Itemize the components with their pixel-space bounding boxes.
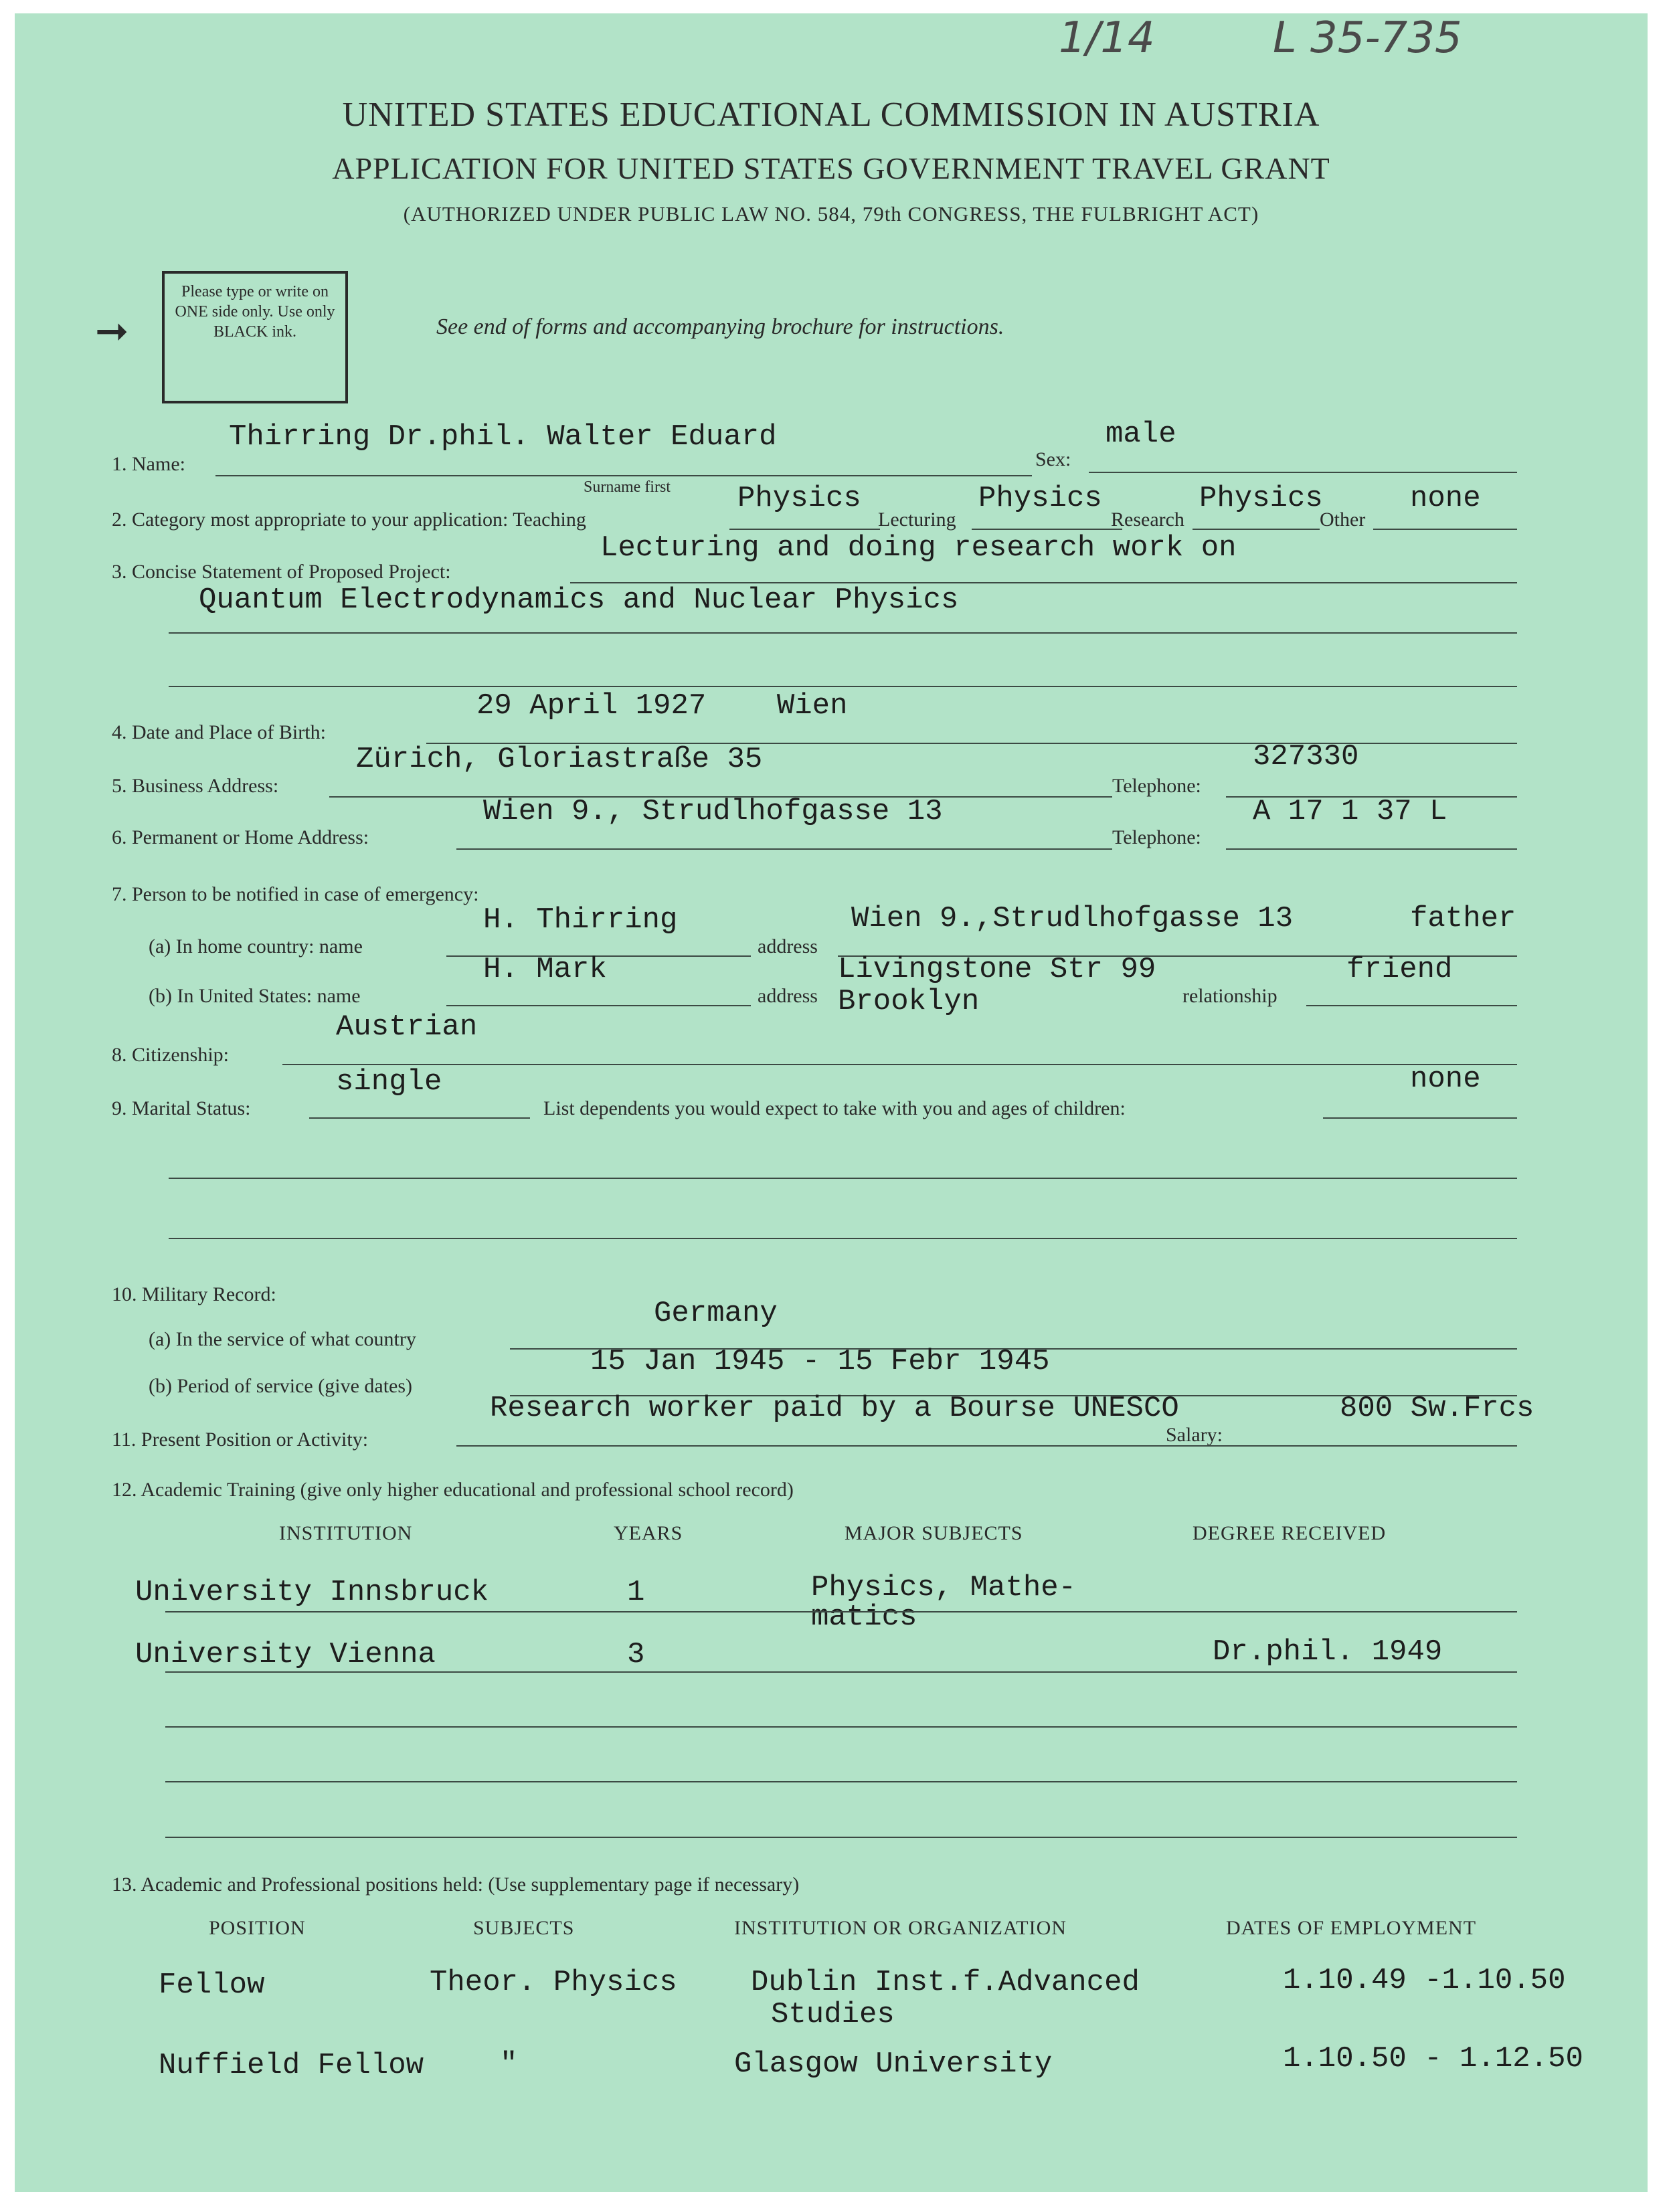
emergency-home-address[interactable]: Wien 9.,Strudlhofgasse 13: [851, 902, 1294, 935]
ink-instruction-box: [162, 271, 348, 403]
project-value-line2[interactable]: Quantum Electrodynamics and Nuclear Physics: [199, 583, 959, 617]
business-telephone-value[interactable]: 327330: [1253, 740, 1359, 773]
emergency-home-relationship[interactable]: father: [1410, 902, 1516, 935]
present-position-label: 11. Present Position or Activity:: [112, 1428, 369, 1451]
research-label: Research: [1111, 509, 1184, 531]
marital-label: 9. Marital Status:: [112, 1097, 251, 1119]
emergency-us-address-label: address: [758, 985, 818, 1007]
citizenship-label: 8. Citizenship:: [112, 1044, 229, 1066]
emergency-us-relationship[interactable]: friend: [1346, 953, 1453, 986]
other-label: Other: [1320, 509, 1366, 531]
positions-row-1-institution[interactable]: Dublin Inst.f.Advanced: [751, 1966, 1140, 1999]
name-value[interactable]: Thirring Dr.phil. Walter Eduard: [229, 420, 777, 454]
academic-row-2-years[interactable]: 3: [627, 1638, 645, 1671]
military-country-label: (a) In the service of what country: [149, 1328, 416, 1350]
military-period-value[interactable]: 15 Jan 1945 - 15 Febr 1945: [590, 1345, 1050, 1378]
emergency-us-address[interactable]: Livingstone Str 99: [838, 953, 1156, 986]
ink-instruction-text: Please type or write on ONE side only. Use only BLACK ink.: [175, 283, 335, 341]
home-telephone-value[interactable]: A 17 1 37 L: [1253, 795, 1447, 828]
academic-header-years: YEARS: [614, 1522, 683, 1544]
project-label: 3. Concise Statement of Proposed Project:: [112, 561, 451, 583]
academic-row-1-years[interactable]: 1: [627, 1576, 645, 1609]
positions-row-1-institution-line2[interactable]: Studies: [771, 1998, 895, 2031]
lecturing-label: Lecturing: [878, 509, 956, 531]
academic-row-2-institution[interactable]: University Vienna: [135, 1638, 436, 1671]
arrow-right-icon: ➞: [95, 309, 129, 353]
positions-row-2-position[interactable]: Nuffield Fellow: [159, 2049, 424, 2082]
dependents-label: List dependents you would expect to take with you and ages of children:: [543, 1097, 1126, 1119]
emergency-us-name[interactable]: H. Mark: [483, 953, 607, 986]
home-address-value[interactable]: Wien 9., Strudlhofgasse 13: [483, 795, 943, 828]
home-address-label: 6. Permanent or Home Address:: [112, 826, 369, 848]
military-label: 10. Military Record:: [112, 1283, 276, 1305]
research-value[interactable]: Physics: [1199, 482, 1323, 515]
home-telephone-label: Telephone:: [1112, 826, 1201, 848]
positions-row-2-subject[interactable]: ": [500, 2047, 518, 2081]
lecturing-value[interactable]: Physics: [978, 482, 1102, 515]
academic-header-subjects: MAJOR SUBJECTS: [845, 1522, 1023, 1544]
other-value[interactable]: none: [1410, 482, 1481, 515]
positions-header-dates: DATES OF EMPLOYMENT: [1226, 1917, 1477, 1939]
emergency-home-label: (a) In home country: name: [149, 935, 363, 957]
instructions-note: See end of forms and accompanying brochure for instructions.: [436, 314, 1004, 339]
file-number-handwritten: 1/14: [1059, 13, 1155, 63]
name-label: 1. Name:: [112, 453, 185, 475]
business-address-label: 5. Business Address:: [112, 775, 279, 797]
emergency-home-name[interactable]: H. Thirring: [483, 903, 678, 937]
academic-training-label: 12. Academic Training (give only higher educational and professional school record): [112, 1479, 794, 1501]
positions-held-label: 13. Academic and Professional positions held: (Use supplementary page if necessary): [112, 1873, 800, 1896]
academic-row-2-degree[interactable]: Dr.phil. 1949: [1213, 1635, 1443, 1669]
category-label: 2. Category most appropriate to your application: Teaching: [112, 509, 586, 531]
military-period-label: (b) Period of service (give dates): [149, 1375, 413, 1397]
present-position-value[interactable]: Research worker paid by a Bourse UNESCO: [490, 1392, 1179, 1425]
header-authorization: (AUTHORIZED UNDER PUBLIC LAW NO. 584, 79th CONGRESS, THE FULBRIGHT ACT): [403, 202, 1259, 225]
academic-row-1-institution[interactable]: University Innsbruck: [135, 1576, 489, 1609]
project-value-line1[interactable]: Lecturing and doing research work on: [600, 531, 1237, 565]
sex-value[interactable]: male: [1106, 418, 1176, 451]
emergency-us-relationship-label: relationship: [1182, 985, 1277, 1007]
salary-value[interactable]: 800 Sw.Frcs: [1340, 1392, 1534, 1425]
birth-value[interactable]: 29 April 1927 Wien: [476, 689, 848, 723]
positions-row-1-position[interactable]: Fellow: [159, 1968, 265, 2002]
emergency-us-address-line2[interactable]: Brooklyn: [838, 985, 980, 1018]
surname-first-note: Surname first: [584, 478, 671, 496]
positions-header-institution: INSTITUTION OR ORGANIZATION: [734, 1917, 1067, 1939]
military-country-value[interactable]: Germany: [654, 1297, 778, 1330]
teaching-value[interactable]: Physics: [737, 482, 861, 515]
positions-header-position: POSITION: [209, 1917, 306, 1939]
business-address-value[interactable]: Zürich, Gloriastraße 35: [356, 743, 763, 776]
emergency-us-label: (b) In United States: name: [149, 985, 361, 1007]
positions-header-subjects: SUBJECTS: [473, 1917, 575, 1939]
header-commission: UNITED STATES EDUCATIONAL COMMISSION IN AUSTRIA: [342, 96, 1320, 134]
academic-header-institution: INSTITUTION: [279, 1522, 413, 1544]
positions-row-2-institution[interactable]: Glasgow University: [734, 2047, 1053, 2081]
form-sheet: [15, 13, 1648, 2192]
business-telephone-label: Telephone:: [1112, 775, 1201, 797]
reference-handwritten: L 35-735: [1273, 13, 1462, 63]
academic-row-1-subjects[interactable]: Physics, Mathe-: [811, 1571, 1077, 1604]
citizenship-value[interactable]: Austrian: [336, 1010, 478, 1044]
academic-header-degree: DEGREE RECEIVED: [1193, 1522, 1387, 1544]
positions-row-1-subject[interactable]: Theor. Physics: [430, 1966, 677, 1999]
salary-label: Salary:: [1166, 1424, 1223, 1446]
dependents-value[interactable]: none: [1410, 1063, 1481, 1096]
positions-row-1-dates[interactable]: 1.10.49 -1.10.50: [1283, 1964, 1566, 1997]
emergency-home-address-label: address: [758, 935, 818, 957]
header-application: APPLICATION FOR UNITED STATES GOVERNMENT TRAVEL GRANT: [332, 151, 1330, 185]
birth-label: 4. Date and Place of Birth:: [112, 721, 326, 743]
sex-label: Sex:: [1035, 448, 1071, 470]
emergency-label: 7. Person to be notified in case of emergency:: [112, 883, 479, 905]
positions-row-2-dates[interactable]: 1.10.50 - 1.12.50: [1283, 2042, 1583, 2076]
marital-value[interactable]: single: [336, 1065, 442, 1099]
academic-row-1-subjects-line2[interactable]: matics: [811, 1600, 917, 1634]
